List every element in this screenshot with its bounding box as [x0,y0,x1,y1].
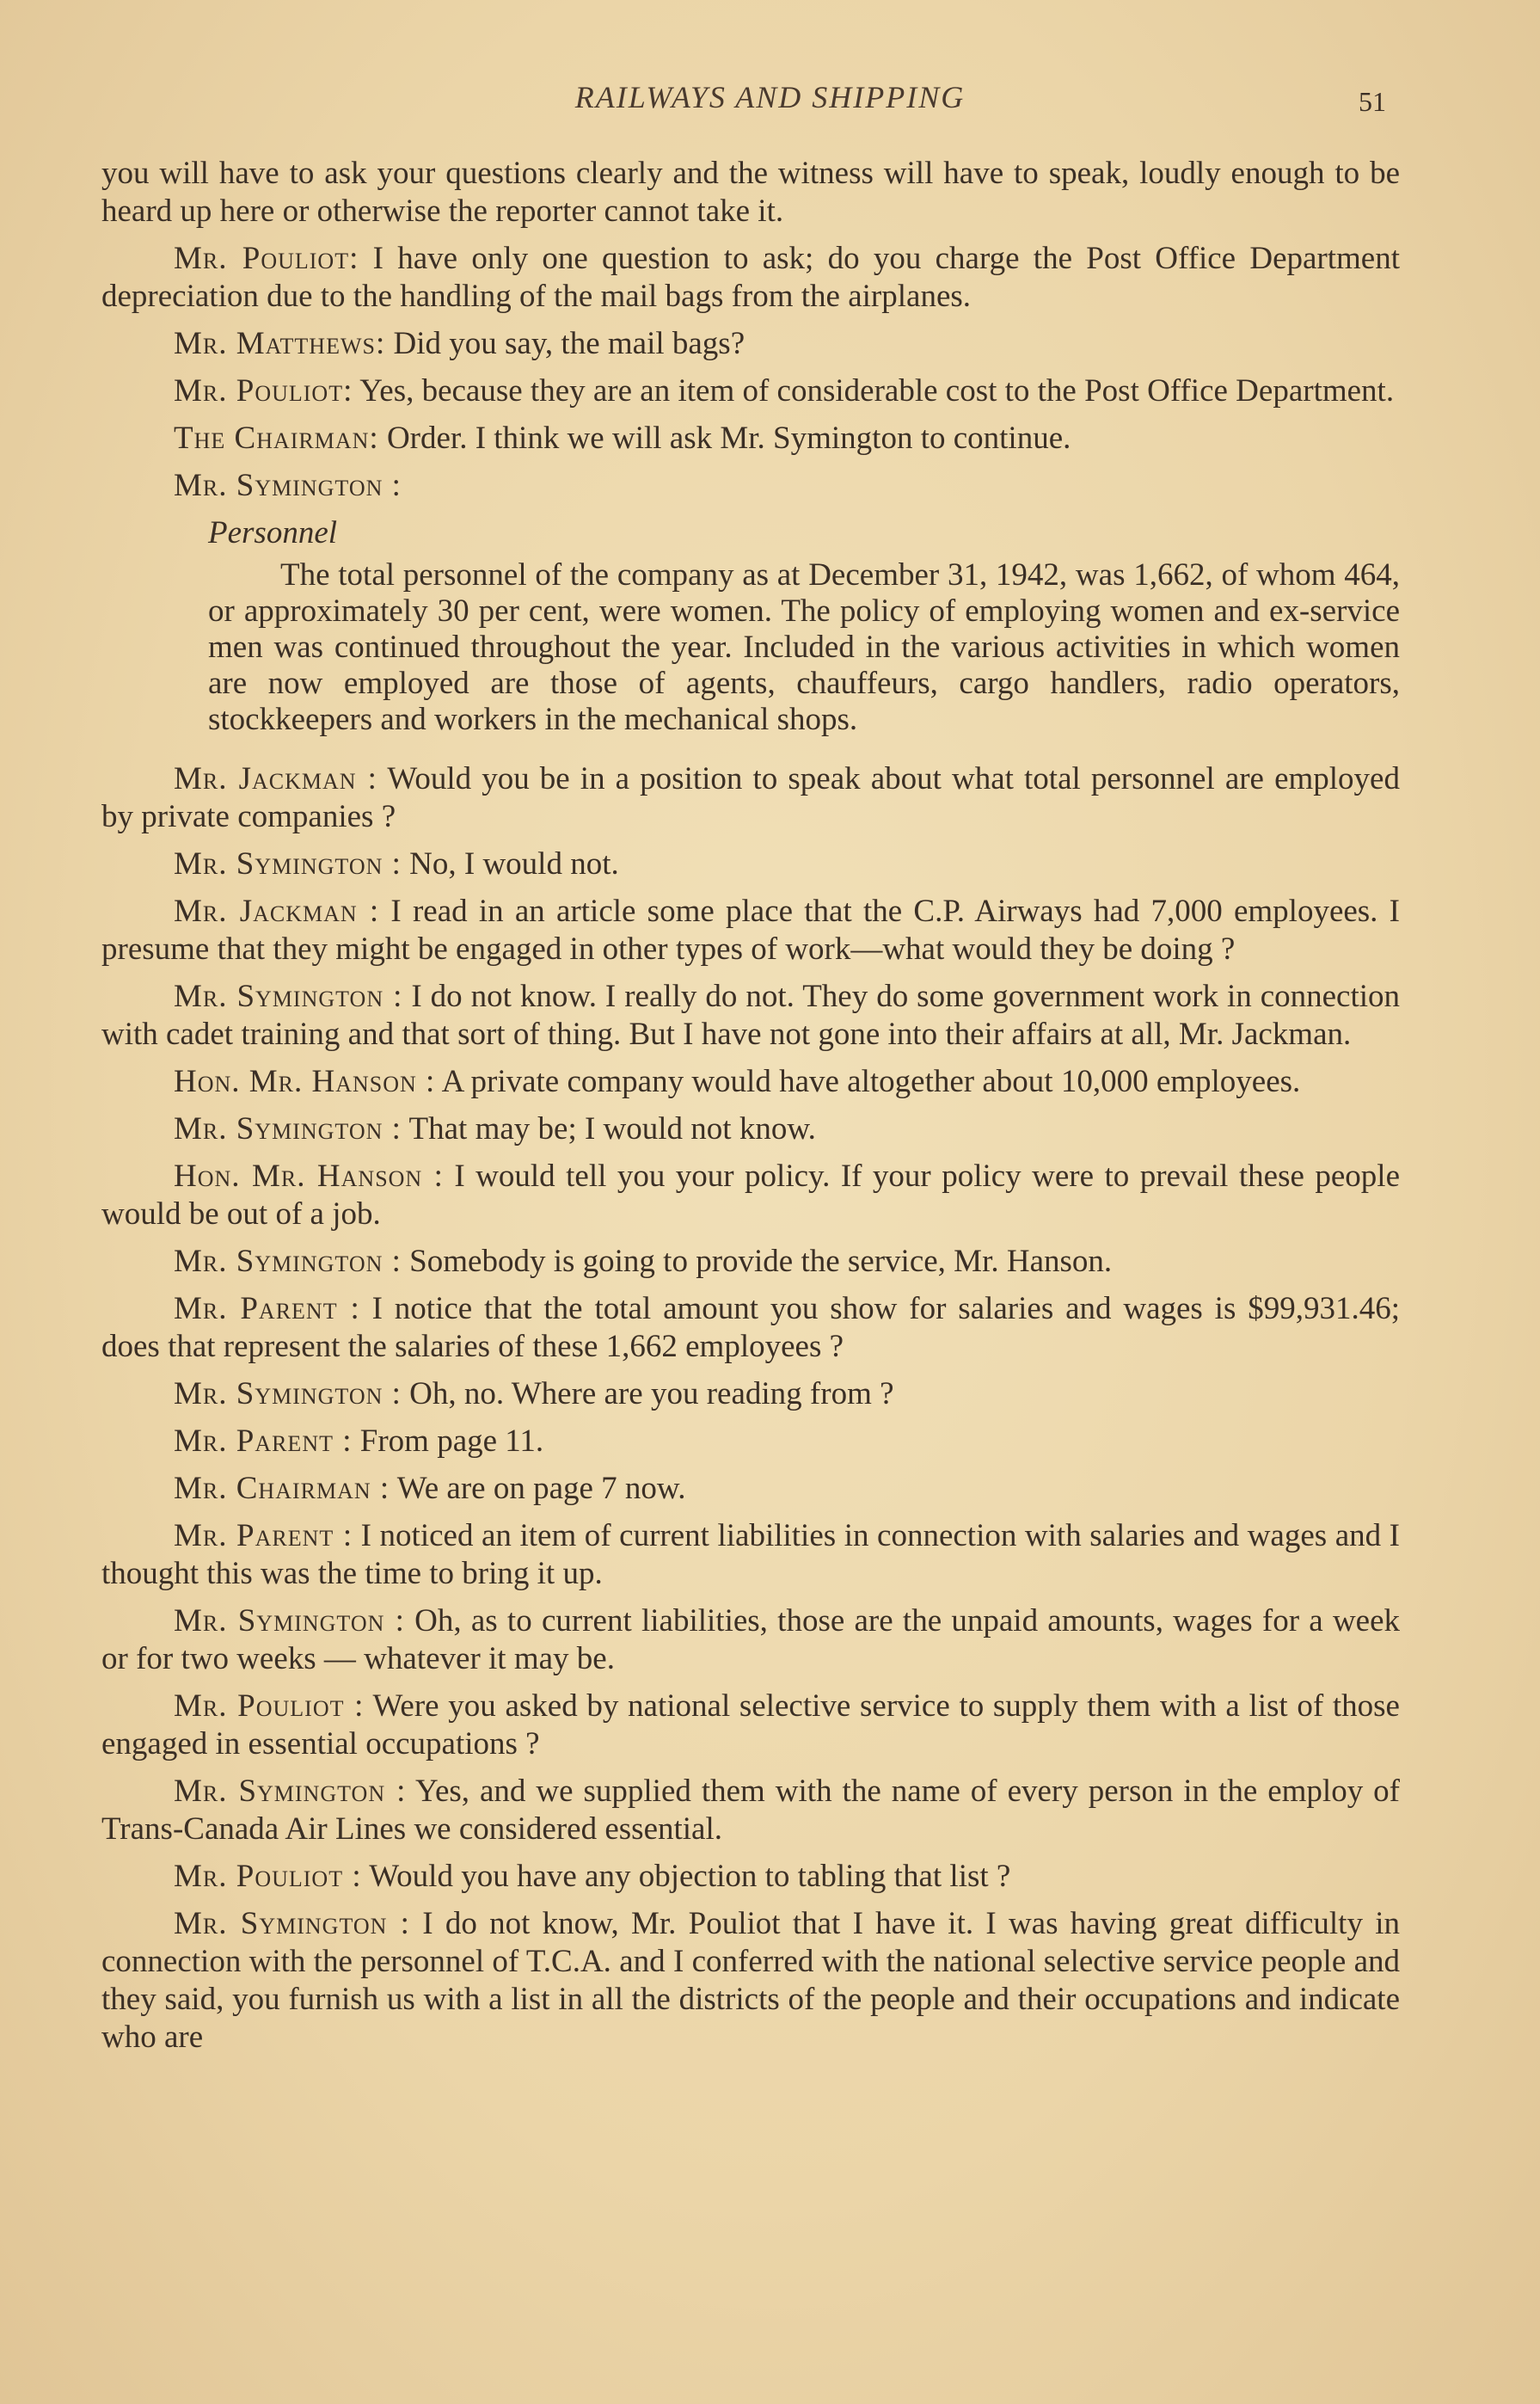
speaker-name: Mr. Symington : [174,1244,402,1279]
paragraph-text: I do not know, Mr. Pouliot that I have it. I was having great difficulty in connection with the personnel of T.C.A. and I conferred with the national selective service people and they said, you furnish us with a list in all the districts of the people and their occupations and indicate who are [101,1906,1401,2055]
paragraph-text: Personnel [208,515,338,550]
testimony-paragraph [101,760,1400,836]
testimony-paragraph [101,1375,1400,1413]
paragraph-text: Order. I think we will ask Mr. Symington to continue. [386,421,1071,456]
testimony-paragraph [101,978,1400,1054]
testimony-paragraph [101,1470,1400,1508]
testimony-paragraph [101,1602,1400,1678]
paragraph-text: A private company would have altogether about 10,000 employees. [441,1064,1301,1099]
testimony-paragraph [101,467,1400,505]
running-title: RAILWAYS AND SHIPPING [574,80,966,114]
speaker-name: Mr. Symington : [174,1603,405,1639]
testimony-paragraph [101,1158,1400,1233]
paragraph-text: Oh, no. Where are you reading from ? [409,1376,894,1411]
running-head [0,79,1540,122]
testimony-paragraph [101,1905,1400,2057]
speaker-name: Mr. Pouliot : [174,1688,365,1724]
paragraph-text: I read in an article some place that the C.P. Airways had 7,000 employees. I presume that they might be engaged in other types of work—what would they be doing ? [101,894,1400,967]
speaker-name: Mr. Parent : [174,1291,360,1326]
paragraph-text: Would you be in a position to speak about what total personnel are employed by private companies ? [101,761,1400,834]
continued-paragraph [101,155,1400,231]
paragraph-text: Somebody is going to provide the service, Mr. Hanson. [409,1244,1113,1279]
paragraph-text: you will have to ask your questions clearly and the witness will have to speak, loudly enough to be heard up here or otherwise the reporter cannot take it. [101,156,1400,229]
paragraph-text: That may be; I would not know. [408,1111,816,1147]
speaker-name: Mr. Pouliot: [174,241,359,276]
testimony-paragraph [101,1243,1400,1281]
paragraph-text: Yes, and we supplied them with the name of every person in the employ of Trans-Canada Air Lines we considered essential. [101,1774,1400,1847]
paragraph-text: I would tell you your policy. If your policy were to prevail these people would be out of a job. [101,1159,1400,1232]
paragraph-text: No, I would not. [409,846,619,882]
paragraph-text: I have only one question to ask; do you charge the Post Office Department depreciation due to the handling of the mail bags from the airplanes. [101,241,1401,314]
paragraph-text: Would you have any objection to tabling that list ? [369,1859,1011,1894]
testimony-paragraph [101,1858,1400,1896]
paragraph-text: Yes, because they are an item of considerable cost to the Post Office Department. [359,373,1395,409]
speaker-name: Mr. Jackman : [174,761,377,796]
paragraph-text: Did you say, the mail bags? [393,326,745,361]
testimony-paragraph [101,240,1400,316]
testimony-paragraph [101,845,1400,883]
speaker-name: Hon. Mr. Hanson : [174,1064,436,1099]
paragraph-text: I notice that the total amount you show for salaries and wages is $99,931.46; does that represent the salaries of these 1,662 employees ? [101,1291,1400,1364]
speaker-name: Mr. Pouliot : [174,1859,362,1894]
testimony-paragraph [101,1110,1400,1148]
speaker-name: Mr. Pouliot: [174,373,353,409]
speaker-name: The Chairman: [174,421,379,456]
quoted-report-text [208,557,1400,738]
speaker-name: Mr. Symington : [174,1906,410,1941]
testimony-paragraph [101,1517,1400,1593]
speaker-name: Mr. Symington : [174,979,403,1014]
testimony-paragraph [101,893,1400,968]
paragraph-text: From page 11. [359,1423,544,1459]
testimony-paragraph [101,420,1400,458]
speaker-name: Mr. Matthews: [174,326,386,361]
testimony-paragraph [101,1773,1400,1848]
testimony-paragraph [101,372,1400,410]
speaker-name: Mr. Symington : [174,1774,407,1809]
speaker-name: Mr. Symington : [174,846,402,882]
speaker-name: Mr. Jackman : [174,894,380,929]
testimony-paragraph [101,325,1400,363]
speaker-name: Hon. Mr. Hanson : [174,1159,444,1194]
paragraph-text: Oh, as to current liabilities, those are the unpaid amounts, wages for a week or for two weeks — whatever it may be. [101,1603,1401,1676]
paragraph-text: I noticed an item of current liabilities in connection with salaries and wages and I thought this was the time to bring it up. [101,1518,1401,1591]
speaker-name: Mr. Symington : [174,1111,402,1147]
paragraph-text: We are on page 7 now. [396,1471,686,1506]
speaker-name: Mr. Parent : [174,1423,353,1459]
testimony-paragraph [101,1688,1400,1763]
speaker-name: Mr. Symington : [174,1376,402,1411]
paragraph-text: I do not know. I really do not. They do some government work in connection with cadet training and that sort of thing. But I have not gone into their affairs at all, Mr. Jackman. [101,979,1401,1052]
transcript-body [101,155,1400,2066]
section-subheading [208,514,1400,552]
speaker-name: Mr. Parent : [174,1518,353,1553]
testimony-paragraph [101,1063,1400,1101]
paragraph-text: The total personnel of the company as at December 31, 1942, was 1,662, of whom 464, or approximately 30 per cent, were women. The policy of employing women and ex-service men was continued throughout the year. Included in the various activities in which women are now employed are those of agents, chauffeurs, cargo handlers, radio operators, stockkeepers and workers in the mechanical shops. [208,557,1400,737]
testimony-paragraph [101,1290,1400,1366]
speaker-name: Mr. Symington : [174,468,402,503]
paragraph-text: Were you asked by national selective service to supply them with a list of those engaged in essential occupations ? [101,1688,1400,1761]
page-number: 51 [1359,86,1386,117]
speaker-name: Mr. Chairman : [174,1471,390,1506]
testimony-paragraph [101,1423,1400,1460]
